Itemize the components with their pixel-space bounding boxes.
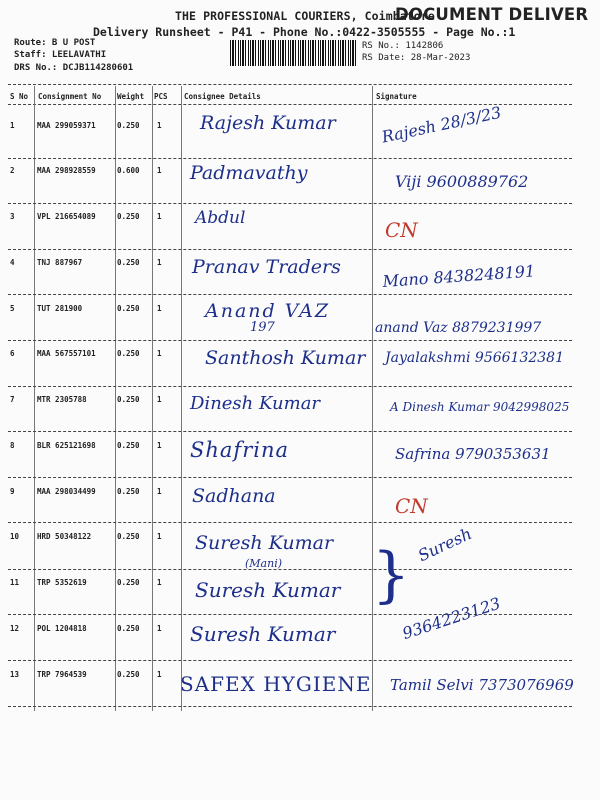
- row-pcs: 1: [157, 349, 162, 358]
- row-sno: 6: [10, 349, 15, 358]
- handwritten-note: (Mani): [245, 557, 283, 570]
- row-pcs: 1: [157, 304, 162, 313]
- handwritten-consignee: Santhosh Kumar: [205, 347, 366, 369]
- signature: 9364223123: [400, 593, 503, 644]
- column-line: [152, 86, 153, 711]
- row-consignment: POL 1204818: [37, 624, 87, 633]
- row-pcs: 1: [157, 121, 162, 130]
- row-sno: 13: [10, 670, 20, 679]
- divider: [8, 706, 572, 707]
- divider: [8, 249, 572, 250]
- row-weight: 0.250: [117, 532, 140, 541]
- divider: [8, 84, 572, 85]
- row-pcs: 1: [157, 166, 162, 175]
- row-weight: 0.250: [117, 395, 140, 404]
- row-pcs: 1: [157, 532, 162, 541]
- col-header-pcs: PCS: [154, 92, 168, 101]
- row-sno: 3: [10, 212, 15, 221]
- row-consignment: HRD 50348122: [37, 532, 92, 541]
- row-consignment: TUT 281900: [37, 304, 83, 313]
- divider: [8, 569, 572, 570]
- divider: [8, 203, 572, 204]
- row-weight: 0.250: [117, 304, 140, 313]
- handwritten-consignee: Pranav Traders: [192, 256, 341, 278]
- divider: [8, 431, 572, 432]
- divider: [8, 522, 572, 523]
- row-weight: 0.250: [117, 212, 140, 221]
- signature: Rajesh 28/3/23: [380, 102, 503, 147]
- row-consignment: MAA 298928559: [37, 166, 96, 175]
- row-sno: 11: [10, 578, 20, 587]
- row-weight: 0.250: [117, 578, 140, 587]
- column-line: [181, 86, 182, 711]
- signature-cn: CN: [385, 218, 418, 242]
- bracket-mark: }: [372, 540, 411, 610]
- company-name: THE PROFESSIONAL COURIERS, Coimbatore: [175, 9, 435, 23]
- divider: [8, 294, 572, 295]
- col-header-details: Consignee Details: [184, 92, 261, 101]
- row-weight: 0.250: [117, 258, 140, 267]
- col-header-signature: Signature: [376, 92, 417, 101]
- document-delivery-stamp: DOCUMENT DELIVER: [395, 5, 589, 24]
- row-pcs: 1: [157, 212, 162, 221]
- row-sno: 2: [10, 166, 15, 175]
- row-consignment: BLR 625121698: [37, 441, 96, 450]
- handwritten-consignee: Sadhana: [192, 485, 276, 507]
- row-consignment: MAA 299059371: [37, 121, 96, 130]
- divider: [8, 660, 572, 661]
- handwritten-consignee: Rajesh Kumar: [200, 112, 336, 134]
- row-sno: 4: [10, 258, 15, 267]
- handwritten-consignee: Suresh Kumar: [190, 622, 336, 646]
- drs-number: DRS No.: DCJB114280601: [14, 63, 134, 73]
- row-consignment: TRP 5352619: [37, 578, 87, 587]
- signature: Safrina 9790353631: [395, 445, 551, 463]
- route-label: Route: B U POST: [14, 38, 96, 48]
- handwritten-consignee: Abdul: [195, 208, 246, 228]
- handwritten-consignee: Dinesh Kumar: [190, 393, 321, 414]
- col-header-sno: S No: [10, 92, 29, 101]
- handwritten-consignee: Anand VAZ: [205, 300, 331, 322]
- column-line: [372, 86, 373, 711]
- staff-label: Staff: LEELAVATHI: [14, 50, 107, 60]
- divider: [8, 340, 572, 341]
- row-pcs: 1: [157, 578, 162, 587]
- row-consignment: TRP 7964539: [37, 670, 87, 679]
- row-consignment: TNJ 887967: [37, 258, 83, 267]
- handwritten-consignee: SAFEX HYGIENE: [180, 672, 372, 696]
- row-weight: 0.250: [117, 487, 140, 496]
- row-consignment: MTR 2305788: [37, 395, 87, 404]
- row-pcs: 1: [157, 441, 162, 450]
- signature: Suresh: [415, 523, 475, 566]
- row-sno: 10: [10, 532, 20, 541]
- rs-number: RS No.: 1142806: [362, 41, 444, 51]
- row-weight: 0.600: [117, 166, 140, 175]
- handwritten-note: 197: [250, 320, 275, 335]
- signature: Jayalakshmi 9566132381: [385, 350, 564, 366]
- signature: A Dinesh Kumar 9042998025: [390, 400, 570, 414]
- signature: anand Vaz 8879231997: [375, 320, 542, 336]
- barcode: [230, 40, 358, 66]
- row-weight: 0.250: [117, 121, 140, 130]
- row-pcs: 1: [157, 258, 162, 267]
- divider: [8, 386, 572, 387]
- row-sno: 8: [10, 441, 15, 450]
- row-sno: 1: [10, 121, 15, 130]
- row-weight: 0.250: [117, 624, 140, 633]
- row-sno: 7: [10, 395, 15, 404]
- runsheet-title: Delivery Runsheet - P41 - Phone No.:0422-3505555 - Page No.:1: [93, 25, 516, 39]
- col-header-consignment: Consignment No: [38, 92, 102, 101]
- rs-date: RS Date: 28-Mar-2023: [362, 53, 471, 63]
- row-pcs: 1: [157, 624, 162, 633]
- divider: [8, 158, 572, 159]
- row-pcs: 1: [157, 395, 162, 404]
- signature: Mano 8438248191: [382, 261, 536, 291]
- row-sno: 9: [10, 487, 15, 496]
- row-pcs: 1: [157, 487, 162, 496]
- col-header-weight: Weight: [117, 92, 145, 101]
- row-sno: 12: [10, 624, 20, 633]
- column-line: [115, 86, 116, 711]
- row-weight: 0.250: [117, 349, 140, 358]
- row-sno: 5: [10, 304, 15, 313]
- row-consignment: MAA 298034499: [37, 487, 96, 496]
- handwritten-consignee: Suresh Kumar: [195, 532, 334, 554]
- row-pcs: 1: [157, 670, 162, 679]
- signature: Viji 9600889762: [395, 172, 529, 191]
- signature: Tamil Selvi 7373076969: [390, 676, 574, 694]
- row-consignment: MAA 567557101: [37, 349, 96, 358]
- handwritten-consignee: Shafrina: [190, 438, 290, 462]
- signature-cn: CN: [395, 494, 428, 518]
- handwritten-consignee: Suresh Kumar: [195, 578, 341, 602]
- handwritten-consignee: Padmavathy: [190, 162, 308, 184]
- row-consignment: VPL 216654089: [37, 212, 96, 221]
- row-weight: 0.250: [117, 670, 140, 679]
- row-weight: 0.250: [117, 441, 140, 450]
- column-line: [34, 86, 35, 711]
- divider: [8, 477, 572, 478]
